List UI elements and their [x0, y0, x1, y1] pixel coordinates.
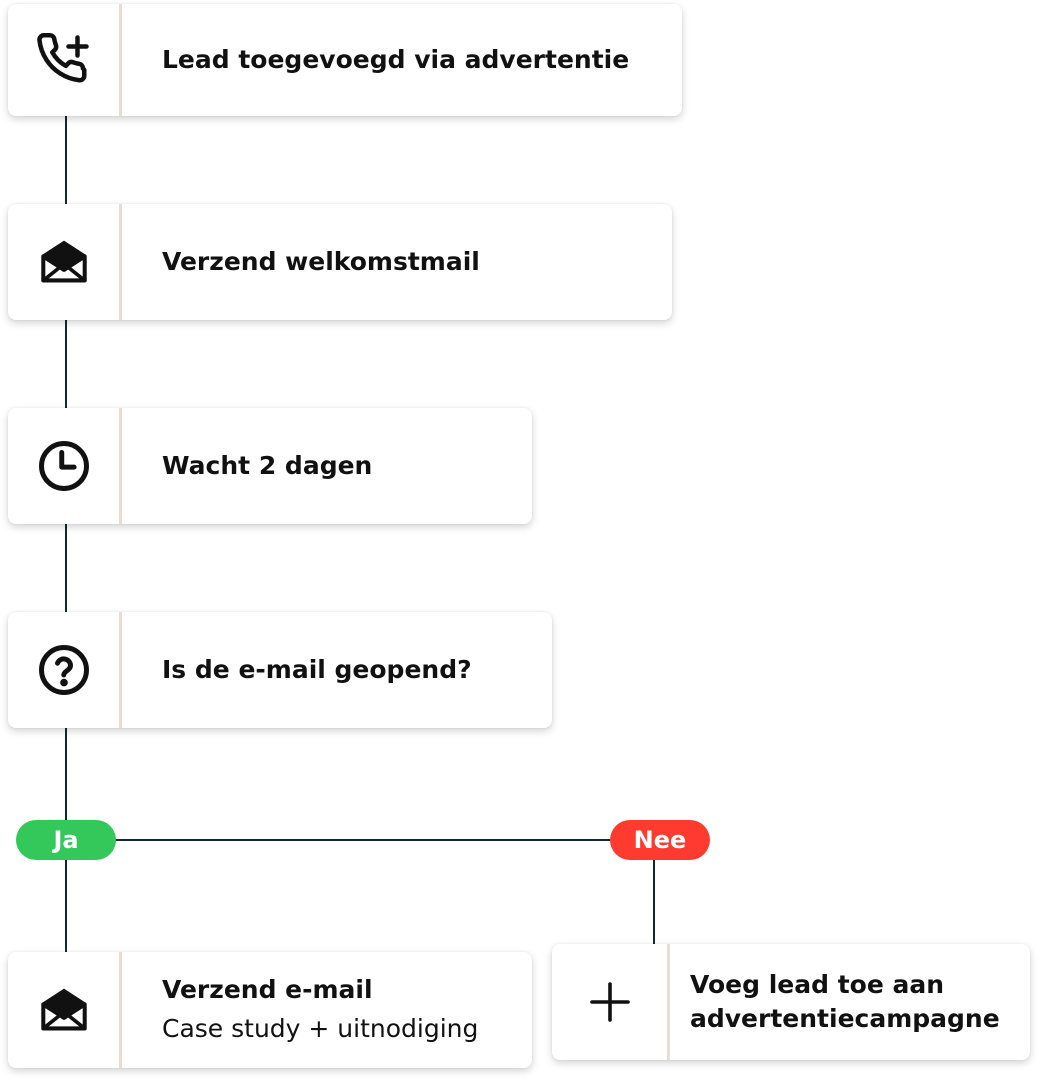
- step-title: Verzend welkomstmail: [162, 247, 480, 276]
- connector-line: [65, 524, 67, 612]
- step-title-line: Voeg lead toe aan: [690, 970, 945, 999]
- connector-line: [65, 116, 67, 204]
- step-title: Wacht 2 dagen: [162, 451, 373, 480]
- step-title: Is de e-mail geopend?: [162, 655, 472, 684]
- phone-plus-icon: [37, 33, 91, 87]
- step-icon-cell: [8, 204, 122, 320]
- envelope-open-icon: [37, 983, 91, 1037]
- step-title: Verzend e-mail: [162, 975, 373, 1004]
- question-circle-icon: [37, 643, 91, 697]
- connector-line: [65, 320, 67, 408]
- step-icon-cell: [8, 952, 122, 1068]
- step-add-to-campaign[interactable]: [552, 944, 1030, 1060]
- step-send-welcome-mail[interactable]: [8, 204, 672, 320]
- step-subtitle: Case study + uitnodiging: [162, 1014, 479, 1043]
- step-lead-added[interactable]: [8, 4, 682, 116]
- step-title: Lead toegevoegd via advertentie: [162, 45, 630, 74]
- envelope-open-icon: [37, 235, 91, 289]
- step-title-line: advertentiecampagne: [690, 1004, 1000, 1033]
- step-icon-cell: [552, 944, 670, 1060]
- step-send-email[interactable]: [8, 952, 532, 1068]
- plus-icon: [586, 978, 634, 1026]
- step-icon-cell: [8, 408, 122, 524]
- step-icon-cell: [8, 612, 122, 728]
- branch-no-badge: Nee: [610, 820, 710, 860]
- branch-connector-line: [110, 839, 620, 841]
- branch-yes-badge: Ja: [16, 820, 116, 860]
- clock-icon: [37, 439, 91, 493]
- step-icon-cell: [8, 4, 122, 116]
- connector-line: [653, 858, 655, 944]
- step-email-opened-question[interactable]: [8, 612, 552, 728]
- step-wait[interactable]: [8, 408, 532, 524]
